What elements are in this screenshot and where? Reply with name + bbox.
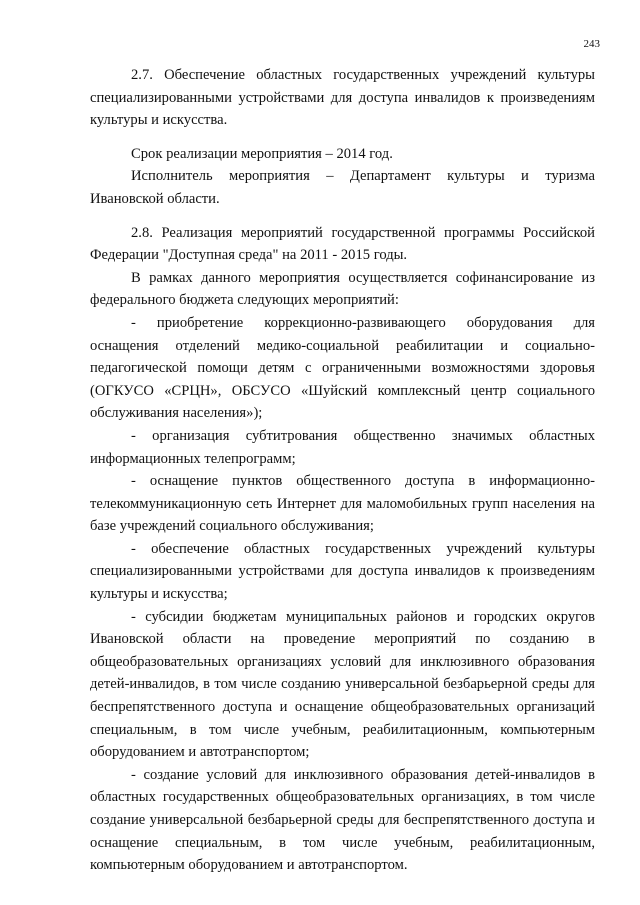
page-number: 243 xyxy=(583,38,600,50)
executor: Исполнитель мероприятия – Департамент культуры и туризма Ивановской области. xyxy=(90,168,595,207)
list-item: - создание условий для инклюзивного образования детей-инвалидов в областных государственных общеобразовательных организациях, в том числе создание универсальной безбарьерной среды для беспрепятственного доступа и оснащение специальным, в том числе учебным, реабилитационным, компьютерным оборудованием и автотранспортом. xyxy=(90,766,595,874)
list-item: - оснащение пунктов общественного доступа в информационно-телекоммуникационную сеть Интернет для маломобильных групп населения на базе учреждений социального обслуживания; xyxy=(90,473,595,535)
document-body xyxy=(90,64,595,877)
list-item: - обеспечение областных государственных учреждений культуры специализированными устройствами для доступа инвалидов к произведениям культуры и искусства; xyxy=(90,540,595,603)
section-2-8-heading: 2.8. Реализация мероприятий государственной программы Российской Федерации "Доступная среда" на 2011 - 2015 годы. xyxy=(90,224,595,264)
list-item: - приобретение коррекционно-развивающего оборудования для оснащения отделений медико-социальной реабилитации и социально-педагогической помощи детям с ограниченными возможностями здоровья (ОГКУСО «СРЦН», ОБСУСО «Шуйский комплексный центр социального обслуживания населения»); xyxy=(90,314,595,422)
implementation-period: Срок реализации мероприятия – 2014 год. xyxy=(131,145,393,162)
section-2-7-heading: 2.7. Обеспечение областных государственных учреждений культуры специализированными устройствами для доступа инвалидов к произведениям культуры и искусства. xyxy=(90,67,595,129)
list-item: - субсидии бюджетам муниципальных районов и городских округов Ивановской области на проведение мероприятий по созданию в общеобразовательных организациях условий для инклюзивного образования детей-инвалидов, в том числе созданию универсальной безбарьерной среды для беспрепятственного доступа и оснащение общеобразовательных организаций специальным, в том числе учебным, реабилитационным, компьютерным оборудованием и автотранспортом; xyxy=(90,608,595,761)
list-item: - организация субтитрования общественно значимых областных информационных телепрограмм; xyxy=(90,427,595,467)
co-financing-intro: В рамках данного мероприятия осуществляется софинансирование из федерального бюджета следующих мероприятий: xyxy=(90,269,595,309)
